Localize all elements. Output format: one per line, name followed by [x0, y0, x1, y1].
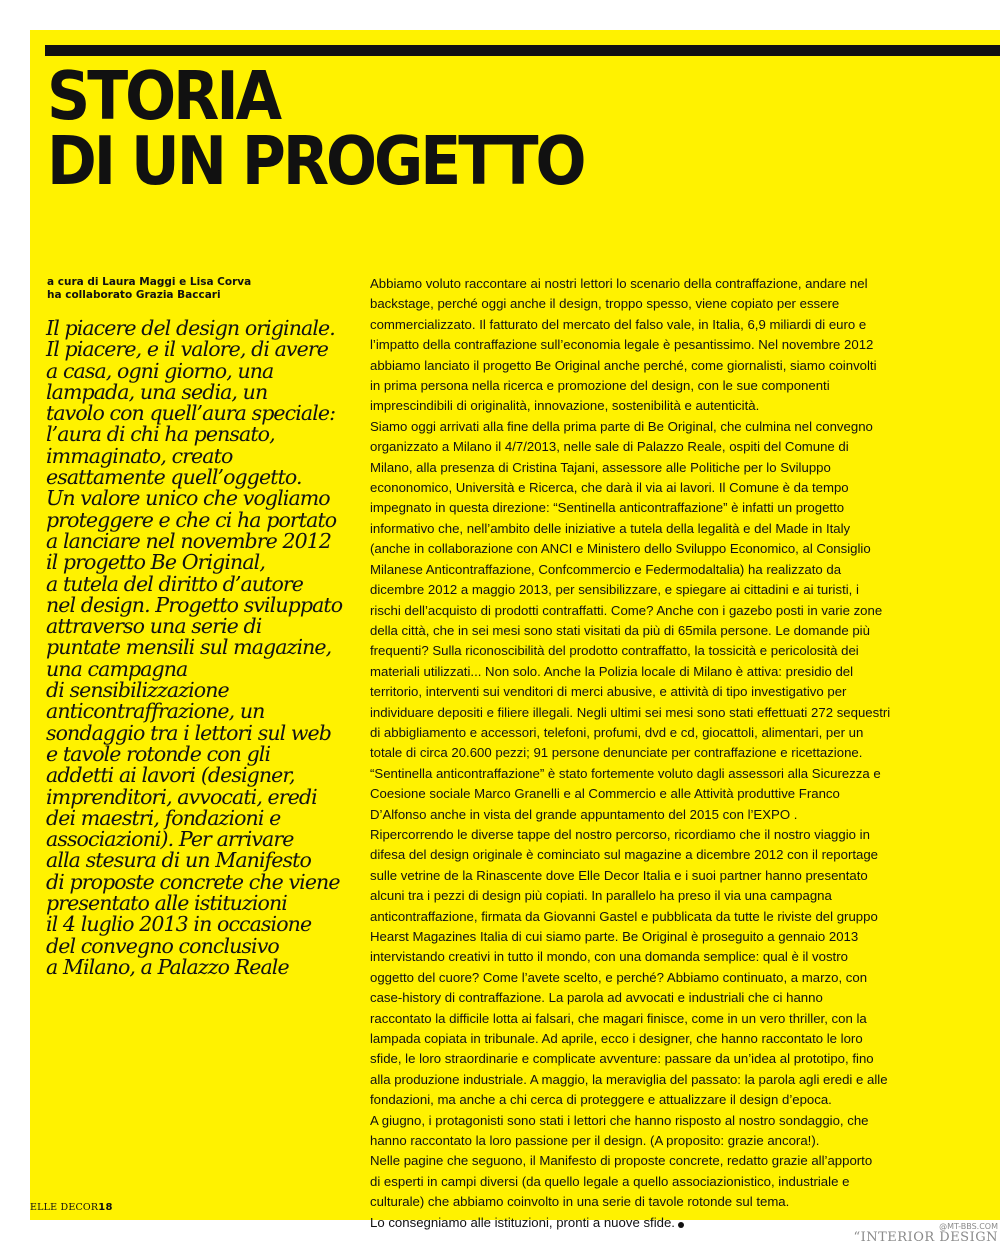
lead-line: sondaggio tra i lettori sul web: [46, 720, 331, 745]
body-line: frequenti? Sulla riconoscibilità del prodotto contraffatto, la tossicità e pericolosità dei: [370, 643, 859, 659]
body-line: Milanese Anticontraffazione, Confcommercio e Federmodaltalia) ha realizzato da: [370, 561, 842, 577]
body-line: di abbigliamento e accessori, telefoni, profumi, dvd e cd, giocattoli, alimentari, per un: [370, 724, 864, 740]
body-line: alcuni tra i pezzi di design più copiati. In parallelo ha preso il via una campagna: [370, 888, 832, 904]
body-line: A giugno, i protagonisti sono stati i lettori che hanno risposto al nostro sondaggio, che: [370, 1112, 869, 1128]
body-line: individuare depositi e filiere illegali. Negli ultimi sei mesi sono stati effettuati 272 sequestri: [370, 704, 891, 720]
lead-line: il 4 luglio 2013 in occasione: [46, 912, 312, 937]
lead-line: a Milano, a Palazzo Reale: [46, 954, 289, 979]
lead-line: tavolo con quell’aura speciale:: [46, 401, 336, 426]
body-line: Coesione sociale Marco Granelli e al Commercio e alle Attività produttive Franco: [370, 786, 840, 802]
body-line: D’Alfonso anche in vista del grande appuntamento del 2015 con l’EXPO .: [370, 806, 798, 822]
lead-line: a tutela del diritto d’autore: [46, 571, 304, 596]
body-line: rischi dell’acquisto di prodotti contraffatti. Come? Anche con i gazebo posti in varie zone: [370, 602, 883, 618]
lead-line: di sensibilizzazione: [46, 678, 229, 703]
body-line: informativo che, nell’ambito delle iniziative a tutela della legalità e del Made in Italy: [370, 520, 851, 536]
body-line: sulle vetrine de la Rinascente dove Elle Decor Italia e i suoi partner hanno presentato: [370, 867, 868, 883]
body-line: della città, che in sei mesi sono stati visitati da più di 65mila persone. Le domande più: [370, 622, 870, 638]
body-line: totale di circa 20.600 pezzi; 91 persone denunciate per contraffazione e ricettazione.: [370, 745, 863, 761]
lead-line: a lanciare nel novembre 2012: [46, 528, 332, 553]
body-line: Nelle pagine che seguono, il Manifesto di proposte concrete, redatto grazie all’apporto: [370, 1153, 873, 1169]
lead-line: proteggere e che ci ha portato: [46, 507, 337, 532]
lead-line: attraverso una serie di: [46, 614, 262, 639]
title-line-1: STORIA: [47, 57, 280, 136]
lead-line: a casa, ogni giorno, una: [46, 358, 274, 383]
byline: [47, 276, 251, 302]
body-line: imprescindibili di originalità, innovazione, sostenibilità e autenticità.: [370, 398, 760, 414]
byline-authors: a cura di Laura Maggi e Lisa Corva: [47, 276, 252, 288]
body-line: intervistando creativi in tutto il mondo, con una domanda semplice: qual è il vostro: [370, 949, 848, 965]
page-title: [47, 57, 584, 201]
watermark-site: @MT-BBS.COM: [939, 1222, 998, 1231]
body-line: “Sentinella anticontraffazione” è stato fortemente voluto dagli assessori alla Sicurezza e: [370, 765, 881, 781]
body-line: fondazioni, ma anche a chi cerca di proteggere e attualizzare il design d’epoca.: [370, 1092, 832, 1108]
body-line: materiali utilizzati... Non solo. Anche la Polizia locale di Milano è attiva: presidio del: [370, 663, 854, 679]
byline-collaborator: ha collaborato Grazia Baccari: [47, 289, 221, 301]
body-line: dicembre 2012 a maggio 2013, per sensibilizzare, e spiegare ai cittadini e ai turisti, i: [370, 582, 859, 598]
lead-line: una campagna: [46, 656, 188, 681]
body-line: abbiamo lanciato il progetto Be Original anche perché, come giornalisti, siamo coinvolti: [370, 357, 877, 373]
body-line: raccontato la difficile lotta ai falsari, che magari finisce, come in un vero thriller, con la: [370, 1010, 867, 1026]
lead-line: nel design. Progetto sviluppato: [46, 592, 343, 617]
body-line: commercializzato. Il fatturato del mercato del falso vale, in Italia, 6,9 miliardi di euro e: [370, 316, 867, 332]
lead-line: Il piacere del design originale.: [46, 316, 335, 340]
lead-line: l’aura di chi ha pensato,: [46, 422, 275, 447]
lead-line: il progetto Be Original,: [46, 550, 265, 575]
body-line: in prima persona nella ricerca e promozione del design, con le sue componenti: [370, 378, 830, 394]
body-line: Hearst Magazines Italia di cui siamo parte. Be Original è proseguito a gennaio 2013: [370, 929, 859, 944]
title-line-2: DI UN PROGETTO: [47, 122, 584, 201]
body-line: Lo consegniamo alle istituzioni, pronti a nuove sfide.: [370, 1213, 950, 1233]
body-line: di esperti in campi diversi (da quello legale a quello associazionistico, industriale e: [370, 1173, 850, 1189]
lead-line: Un valore unico che vogliamo: [46, 486, 330, 511]
lead-line: imprenditori, avvocati, eredi: [46, 784, 317, 809]
lead-line: presentato alle istituzioni: [46, 891, 287, 916]
body-line: Ripercorrendo le diverse tappe del nostro percorso, ricordiamo che il nostro viaggio in: [370, 826, 870, 842]
body-line: hanno raccontato la loro passione per il design. (A proposito: grazie ancora!).: [370, 1133, 820, 1149]
lead-line: lampada, una sedia, un: [46, 379, 268, 404]
body-line: lampada copiata in tribunale. Ad aprile, ecco i designer, che hanno raccontato le loro: [370, 1031, 863, 1047]
watermark: [853, 1222, 998, 1245]
body-line: backstage, perché oggi anche il design, troppo spesso, viene copiato per essere: [370, 296, 840, 312]
body-line: oggetto del cuore? Come l’avete scelto, e perché? Abbiamo continuato, a marzo, con: [370, 969, 868, 985]
body-line: Milano, alla presenza di Cristina Tajani, assessore alle Politiche per lo Sviluppo: [370, 459, 831, 475]
lead-line: esattamente quell’oggetto.: [46, 465, 302, 490]
lead-line: di proposte concrete che viene: [46, 869, 340, 894]
body-line: alla produzione industriale. A maggio, la meraviglia del passato: la parola agli eredi e alle: [370, 1071, 888, 1087]
body-text: [370, 274, 950, 1233]
lead-line: anticontraffrazione, un: [46, 699, 265, 724]
body-line: Siamo oggi arrivati alla fine della prima parte di Be Original, che culmina nel convegno: [370, 418, 873, 434]
body-line: (anche in collaborazione con ANCI e Ministero dello Sviluppo Economico, al Consiglio: [370, 541, 871, 557]
lead-paragraph: [46, 318, 358, 978]
body-line: impegnato in questa direzione: “Sentinella anticontraffazione” è infatti un progetto: [370, 500, 845, 516]
body-line: difesa del design originale è cominciato sul magazine a dicembre 2012 con il reportage: [370, 847, 879, 863]
watermark-text: “INTERIOR DESIGN: [853, 1230, 998, 1245]
body-line: sfide, le loro straordinarie e complicate avventure: passare da un’idea al prototipo, fino: [370, 1051, 874, 1067]
body-line: case-history di contraffazione. La parola ad avvocati e industriali che ci hanno: [370, 990, 823, 1006]
lead-line: Il piacere, e il valore, di avere: [46, 337, 328, 362]
header-rule: [45, 45, 1000, 56]
lead-line: addetti ai lavori (designer,: [46, 763, 295, 788]
body-line: organizzato a Milano il 4/7/2013, nelle sale di Palazzo Reale, ospiti del Comune di: [370, 439, 849, 455]
page-number: 18: [98, 1202, 113, 1213]
end-of-article-mark: [678, 1222, 684, 1228]
body-line: territorio, interventi sui venditori di merci abusive, e attività di tipo investigativo per: [370, 684, 847, 700]
lead-line: associazioni). Per arrivare: [46, 827, 294, 852]
lead-line: immaginato, creato: [46, 443, 233, 468]
body-line: Abbiamo voluto raccontare ai nostri lettori lo scenario della contraffazione, andare nel: [370, 276, 868, 291]
folio: [30, 1202, 113, 1213]
folio-brand: ELLE DECOR: [30, 1202, 99, 1213]
lead-line: puntate mensili sul magazine,: [46, 635, 332, 660]
body-line: culturale) che abbiamo coinvolto in una serie di tavole rotonde sul tema.: [370, 1194, 790, 1210]
lead-line: alla stesura di un Manifesto: [46, 848, 311, 873]
lead-line: del convegno conclusivo: [46, 933, 279, 958]
body-line: econonomico, Università e Ricerca, che darà il via ai lavori. Il Comune è da tempo: [370, 480, 849, 496]
lead-line: dei maestri, fondazioni e: [46, 805, 281, 830]
body-line: l’impatto della contraffazione sull’economia legale è pesantissimo. Nel novembre 2012: [370, 337, 874, 353]
body-line: anticontraffazione, firmata da Giovanni Gastel e pubblicata da tutte le riviste del gruppo: [370, 908, 878, 924]
lead-line: e tavole rotonde con gli: [46, 741, 271, 766]
